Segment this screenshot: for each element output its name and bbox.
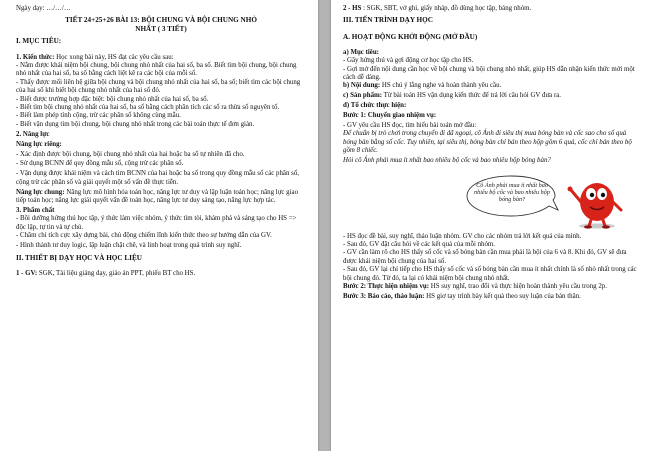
pc-item: - Hình thành tư duy logic, lập luận chặt chẽ, và linh hoạt trong quá trình suy nghĩ. — [16, 242, 242, 250]
nlr-item: - Sử dụng BCNN để quy đồng mẫu số, cộng trừ các phân số. — [16, 160, 184, 168]
to-chuc-label: d) Tổ chức thực hiện: — [343, 102, 407, 110]
bubble-text: Cô Ánh phải mua ít nhất bao nhiêu bộ cốc và bao nhiêu hộp bóng bàn? — [474, 181, 550, 204]
after-item: - Sau đó, GV đặt câu hỏi về các kết quả của mỗi nhóm. — [343, 240, 495, 248]
san-pham-line — [343, 92, 640, 100]
kien-thuc-line — [16, 54, 306, 62]
nlr-item: - Xác định được bội chung, bội chung nhỏ nhất của hai hoặc ba số tự nhiên đã cho. — [16, 150, 245, 158]
date-line: Ngày dạy: …/…/… — [16, 5, 71, 12]
nlr-item: - Vận dụng được khái niệm và cách tìm BCNN của hai hoặc ba số trong quy đồng mẫu số các phân số, cộng trừ các phân số và giải quyết một số vấn đề thực tiễn. — [16, 170, 300, 186]
san-pham-text: Từ bài toán HS vận dụng kiến thức để trả lời câu hỏi GV đưa ra. — [382, 92, 562, 100]
san-pham-label: c) Sản phẩm: — [343, 92, 383, 100]
speech-bubble — [463, 172, 559, 222]
kien-thuc-text: Học xong bài này, HS đạt các yêu cầu sau: — [54, 53, 174, 61]
noi-dung-text: HS chú ý lắng nghe và hoàn thành yêu cầu. — [380, 82, 502, 90]
kt-item: - Biết vận dụng tìm bội chung, bội chung nhỏ nhất trong các bài toán thực tế đơn giản. — [16, 120, 255, 128]
problem-text: Để chuẩn bị trò chơi trong chuyến đi dã ngoại, cô Ánh đi siêu thị mua bóng bàn và cốc sao cho số quả bóng bàn bằng số cốc. Tuy nhiên, tại siêu thị, bóng bàn chỉ bán theo hộp gồm 6 quả, cốc chỉ bán theo bộ gồm 8 chiếc. — [343, 130, 632, 155]
gv-text: SGK, Tài liệu giảng dạy, giáo án PPT, phiếu BT cho HS. — [37, 269, 196, 277]
buoc2-text: HS suy nghĩ, trao đổi và thực hiện hoàn thành yêu cầu trong 2p. — [429, 283, 607, 290]
mt-item: - Gợi mở đến nội dung cần học về bội chung và bội chung nhỏ nhất, giúp HS dẫn nhận kiến thức mới một cách dễ dàng. — [343, 65, 635, 81]
mascot-character-icon — [557, 172, 629, 230]
gv-label: 1 - GV: — [16, 269, 38, 277]
gv-yeu-cau: - GV yêu cầu HS đọc, tìm hiểu bài toán mở đầu: — [343, 122, 477, 130]
nang-luc-rieng-label: Năng lực riêng: — [16, 140, 62, 148]
section-thiet-bi: II. THIẾT BỊ DẠY HỌC VÀ HỌC LIỆU — [16, 253, 142, 262]
buoc3-text: HS giơ tay trình bày kết quả theo suy luận của bản thân. — [424, 292, 581, 300]
kt-item: - Thấy được mối liên hệ giữa bội chung và bội chung nhỏ nhất của hai số, ba số; biết tìm các bội chung của hai số khi biết bội chung nhỏ nhất của hai số đó. — [16, 78, 301, 95]
kien-thuc-label: 1. Kiến thức: — [16, 53, 55, 61]
pc-item: - Bồi dưỡng hứng thú học tập, ý thức làm việc nhóm, ý thức tìm tòi, khám phá và sáng tạo cho HS => độc lập, tự tin và tự chủ. — [16, 215, 297, 231]
kt-item: - Biết được trường hợp đặc biệt: bội chung nhỏ nhất của hai số, ba số. — [16, 95, 209, 103]
after-item: - Sau đó, GV lại chỉ tiếp cho HS thấy số cốc và số bóng bàn cần mua ít nhất chính là số nhỏ nhất trong các bội chung đó. Từ đó, ta lại có khái niệm bội chung nhỏ nhất. — [343, 266, 637, 282]
noi-dung-line — [343, 82, 640, 90]
kt-item: - Biết làm phép tính cộng, trừ các phân số không cùng mẫu. — [16, 112, 181, 120]
question-text: Hỏi cô Ánh phải mua ít nhất bao nhiêu bộ cốc và bao nhiêu hộp bóng bàn? — [343, 157, 551, 165]
section-tien-trinh: III. TIẾN TRÌNH DẠY HỌC — [343, 16, 433, 25]
kt-item: - Biết tìm bội chung nhỏ nhất của hai số, ba số bằng cách phân tích các số ra thừa số nguyên tố. — [16, 104, 280, 112]
hs-line — [343, 5, 640, 13]
section-muc-tieu: I. MỤC TIÊU: — [16, 37, 62, 46]
mt-item: - Gây hứng thú và gợi động cơ học tập cho HS. — [343, 57, 474, 65]
nang-luc-chung-label: Năng lực chung: — [16, 188, 65, 196]
kt-item: - Nắm được khái niệm bội chung, bội chung nhỏ nhất của hai số, ba số. Biết tìm bội chung, bội chung nhỏ nhất của hai số, ba số bằng cách liệt kê ra các bội của mỗi số. — [16, 62, 297, 78]
gv-line — [16, 270, 306, 278]
right-page — [331, 0, 650, 451]
nang-luc-chung-text: Năng lực mô hình hóa toán học, năng lực tư duy và lập luận toán học; năng lực giao tiếp toán học; năng lực giải quyết vấn đề toán học, năng lực tư duy sáng tạo, năng lực hợp tác. — [16, 188, 299, 205]
lesson-title — [16, 16, 306, 34]
section-hoat-dong: A. HOẠT ĐỘNG KHỞI ĐỘNG (MỞ ĐẦU) — [343, 32, 478, 41]
nang-luc-heading: 2. Năng lực — [16, 130, 50, 138]
buoc3-label: Bước 3: Báo cáo, thảo luận: — [343, 292, 425, 300]
illustration — [343, 169, 640, 231]
after-item: - GV cần làm rõ cho HS thấy số cốc và số bóng bàn cần mua phải là bội của 6 và 8. Khi đó, GV sẽ đưa được khái niệm bội chung của hai số. — [343, 249, 627, 265]
lesson-title-line2: NHẤT ( 3 TIẾT) — [135, 25, 187, 34]
lesson-title-line1: TIẾT 24+25+26 BÀI 13: BỘI CHUNG VÀ BỘI CHUNG NHỎ — [65, 16, 257, 25]
noi-dung-label: b) Nội dung: — [343, 82, 381, 90]
nang-luc-chung-line — [16, 189, 306, 206]
hs-label: 2 - HS — [343, 5, 362, 12]
after-item: - HS đọc đề bài, suy nghĩ, thảo luận nhóm. GV cho các nhóm trả lời kết quả của mình. — [343, 232, 582, 240]
buoc1-label: Bước 1: Chuyển giao nhiệm vụ: — [343, 112, 437, 120]
hs-text: : SGK, SBT, vở ghi, giấy nháp, đồ dùng học tập, bảng nhóm. — [361, 5, 532, 12]
muc-tieu-label: a) Mục tiêu: — [343, 48, 379, 56]
buoc2-label: Bước 2: Thực hiện nhiệm vụ: — [343, 283, 430, 290]
left-page — [0, 0, 318, 451]
pham-chat-heading: 3. Phẩm chất — [16, 207, 55, 214]
buoc2-line — [343, 283, 640, 291]
buoc3-line — [343, 293, 640, 301]
pc-item: - Chăm chỉ tích cực xây dựng bài, chủ động chiếm lĩnh kiến thức theo sự hướng dẫn của GV. — [16, 232, 272, 240]
